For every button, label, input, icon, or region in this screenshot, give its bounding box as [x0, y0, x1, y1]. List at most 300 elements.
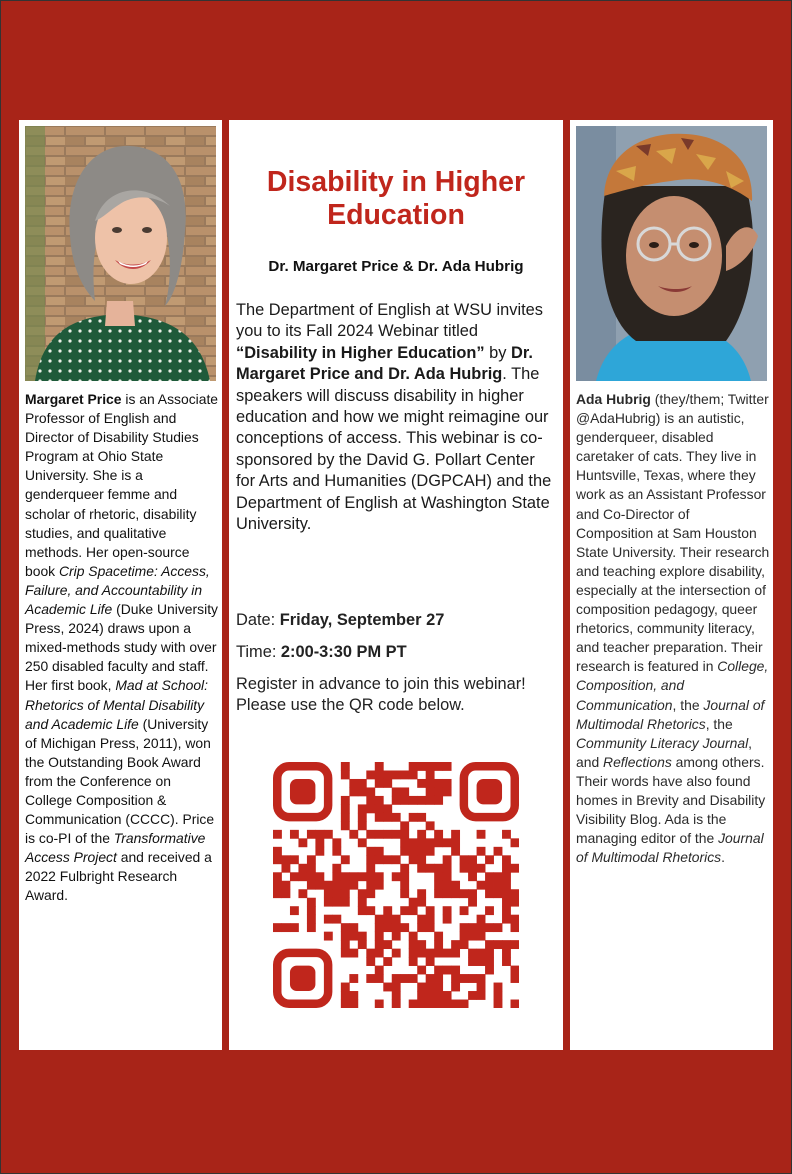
qr-module: [426, 787, 435, 796]
qr-module: [392, 974, 401, 983]
qr-module: [332, 864, 341, 873]
qr-module: [485, 872, 494, 881]
right-speaker-panel: [570, 120, 773, 1050]
qr-module: [477, 949, 486, 958]
qr-module: [290, 923, 299, 932]
qr-module: [392, 1000, 401, 1008]
qr-module: [502, 915, 511, 924]
qr-module: [375, 847, 384, 856]
qr-module: [392, 949, 401, 958]
qr-module: [434, 838, 443, 847]
qr-module: [281, 864, 290, 873]
qr-module: [383, 940, 392, 949]
qr-module: [443, 949, 452, 958]
qr-module: [426, 796, 435, 805]
qr-module: [375, 813, 384, 822]
qr-module: [409, 855, 418, 864]
qr-module: [349, 932, 358, 941]
qr-module: [451, 940, 460, 949]
qr-module: [341, 855, 350, 864]
qr-module: [434, 889, 443, 898]
qr-module: [417, 940, 426, 949]
qr-module: [324, 889, 333, 898]
qr-module: [358, 787, 367, 796]
qr-module: [341, 932, 350, 941]
qr-module: [434, 787, 443, 796]
qr-module: [451, 966, 460, 975]
qr-module: [460, 932, 469, 941]
qr-module: [332, 847, 341, 856]
qr-module: [400, 889, 409, 898]
qr-module: [494, 940, 503, 949]
qr-module: [426, 974, 435, 983]
qr-module: [383, 957, 392, 966]
qr-module: [417, 949, 426, 958]
qr-module: [366, 881, 375, 890]
qr-module: [477, 974, 486, 983]
qr-module: [273, 847, 282, 856]
qr-module: [502, 906, 511, 915]
qr-module: [332, 838, 341, 847]
qr-module: [392, 923, 401, 932]
qr-module: [511, 966, 519, 975]
qr-module: [383, 915, 392, 924]
qr-module: [443, 872, 452, 881]
qr-module: [383, 770, 392, 779]
qr-module: [434, 966, 443, 975]
qr-module: [443, 881, 452, 890]
qr-module: [485, 889, 494, 898]
qr-module: [281, 923, 290, 932]
qr-module: [477, 830, 486, 839]
qr-module: [409, 974, 418, 983]
qr-module: [400, 974, 409, 983]
qr-module: [451, 1000, 460, 1008]
qr-module: [298, 838, 307, 847]
qr-module: [307, 830, 316, 839]
qr-module: [511, 974, 519, 983]
qr-module: [502, 872, 511, 881]
qr-finder-inner: [477, 779, 502, 804]
qr-module: [341, 804, 350, 813]
qr-module: [375, 881, 384, 890]
qr-module: [460, 906, 469, 915]
qr-module: [417, 838, 426, 847]
qr-module: [324, 898, 333, 907]
qr-module: [417, 923, 426, 932]
qr-module: [375, 915, 384, 924]
qr-module: [375, 1000, 384, 1008]
qr-module: [409, 898, 418, 907]
qr-module: [434, 974, 443, 983]
qr-module: [468, 889, 477, 898]
qr-module: [409, 813, 418, 822]
qr-module: [366, 872, 375, 881]
qr-module: [366, 847, 375, 856]
qr-module: [443, 838, 452, 847]
qr-module: [460, 940, 469, 949]
qr-module: [417, 762, 426, 771]
qr-module: [502, 898, 511, 907]
qr-module: [332, 889, 341, 898]
qr-module: [383, 906, 392, 915]
qr-module: [349, 830, 358, 839]
qr-module: [460, 923, 469, 932]
qr-module: [460, 889, 469, 898]
qr-module: [434, 881, 443, 890]
margaret-price-photo: [25, 126, 216, 381]
event-speakers: Dr. Margaret Price & Dr. Ada Hubrig: [268, 258, 524, 275]
qr-module: [417, 966, 426, 975]
qr-module: [341, 881, 350, 890]
qr-module: [409, 949, 418, 958]
qr-module: [451, 949, 460, 958]
qr-module: [468, 991, 477, 1000]
qr-module: [358, 898, 367, 907]
qr-module: [494, 881, 503, 890]
qr-module: [434, 762, 443, 771]
qr-module: [451, 881, 460, 890]
qr-module: [511, 889, 519, 898]
qr-module: [366, 804, 375, 813]
qr-module: [341, 949, 350, 958]
qr-module: [273, 881, 282, 890]
registration-qr-code[interactable]: [273, 762, 519, 1008]
qr-code-graphic[interactable]: [273, 762, 519, 1008]
qr-module: [392, 915, 401, 924]
qr-module: [451, 830, 460, 839]
qr-module: [443, 991, 452, 1000]
qr-module: [315, 881, 324, 890]
qr-module: [375, 804, 384, 813]
qr-module: [485, 957, 494, 966]
qr-module: [502, 949, 511, 958]
qr-module: [383, 923, 392, 932]
qr-module: [426, 906, 435, 915]
ada-hubrig-bio: Ada Hubrig (they/them; Twitter @AdaHubrig) is an autistic, genderqueer, disabled caretaker of cats. They live in Huntsville, Texas, where they work as an Assistant Professor and Co-Director of Composition at Sam Houston State University. Their research and teaching explore disability, especially at the intersection of composition pedagogy, queer rhetorics, community literacy, and teacher preparation. Their research is featured in College, Composition, and Communication, the Journal of Multimodal Rhetorics, the Community Literacy Journal, and Reflections among others. Their words have also found homes in Brevity and Disability Visibility Blog. Ada is the managing editor of the Journal of Multimodal Rhetorics.: [576, 391, 770, 866]
qr-module: [511, 940, 519, 949]
qr-module: [477, 881, 486, 890]
qr-module: [315, 830, 324, 839]
ada-hubrig-photo: [576, 126, 767, 381]
qr-module: [307, 915, 316, 924]
qr-module: [485, 855, 494, 864]
qr-module: [273, 923, 282, 932]
qr-module: [417, 898, 426, 907]
qr-module: [468, 932, 477, 941]
qr-module: [332, 915, 341, 924]
qr-module: [375, 872, 384, 881]
qr-module: [400, 923, 409, 932]
qr-module: [434, 779, 443, 788]
qr-module: [426, 983, 435, 992]
qr-module: [290, 830, 299, 839]
qr-module: [332, 881, 341, 890]
qr-module: [332, 898, 341, 907]
event-description: The Department of English at WSU invites you to its Fall 2024 Webinar titled “Disability in Higher Education” by Dr. Margaret Price and Dr. Ada Hubrig. The speakers will discuss disability in higher education and how we might reimagine our conceptions of access. This webinar is co-sponsored by the David G. Pollart Center for Arts and Humanities (DGPCAH) and the Department of English at Washington State University.: [236, 301, 552, 534]
qr-module: [366, 974, 375, 983]
qr-module: [409, 838, 418, 847]
qr-module: [324, 830, 333, 839]
qr-module: [375, 940, 384, 949]
qr-module: [451, 974, 460, 983]
qr-module: [315, 872, 324, 881]
qr-module: [477, 991, 486, 1000]
qr-module: [307, 923, 316, 932]
qr-module: [281, 889, 290, 898]
qr-module: [409, 932, 418, 941]
qr-module: [502, 957, 511, 966]
qr-module: [426, 770, 435, 779]
qr-module: [358, 838, 367, 847]
qr-module: [451, 889, 460, 898]
portrait-ada-hubrig: [576, 126, 767, 381]
qr-module: [307, 855, 316, 864]
qr-module: [366, 864, 375, 873]
qr-module: [477, 847, 486, 856]
qr-module: [392, 855, 401, 864]
qr-module: [383, 830, 392, 839]
qr-module: [375, 770, 384, 779]
qr-module: [426, 847, 435, 856]
qr-module: [281, 881, 290, 890]
qr-module: [468, 864, 477, 873]
qr-module: [502, 864, 511, 873]
qr-module: [400, 847, 409, 856]
qr-module: [324, 932, 333, 941]
qr-module: [375, 830, 384, 839]
qr-module: [451, 983, 460, 992]
event-info-panel: [229, 120, 563, 1050]
qr-module: [375, 796, 384, 805]
qr-module: [307, 881, 316, 890]
qr-module: [341, 813, 350, 822]
qr-module: [409, 940, 418, 949]
qr-module: [417, 915, 426, 924]
qr-module: [426, 838, 435, 847]
qr-module: [349, 991, 358, 1000]
qr-module: [290, 855, 299, 864]
qr-module: [341, 991, 350, 1000]
qr-module: [341, 898, 350, 907]
event-time: Time: 2:00-3:30 PM PT: [236, 643, 407, 661]
qr-module: [273, 889, 282, 898]
qr-module: [417, 1000, 426, 1008]
qr-module: [468, 923, 477, 932]
qr-module: [468, 872, 477, 881]
qr-module: [460, 855, 469, 864]
qr-module: [307, 864, 316, 873]
qr-module: [426, 991, 435, 1000]
qr-module: [349, 787, 358, 796]
qr-module: [434, 983, 443, 992]
qr-module: [409, 1000, 418, 1008]
qr-module: [366, 906, 375, 915]
qr-module: [511, 864, 519, 873]
margaret-price-name: Margaret Price: [25, 391, 122, 407]
qr-module: [324, 915, 333, 924]
qr-module: [375, 949, 384, 958]
qr-module: [417, 779, 426, 788]
qr-module: [511, 898, 519, 907]
qr-module: [375, 855, 384, 864]
qr-module: [434, 830, 443, 839]
qr-module: [400, 830, 409, 839]
qr-module: [341, 940, 350, 949]
qr-module: [392, 770, 401, 779]
qr-module: [358, 889, 367, 898]
qr-module: [502, 855, 511, 864]
qr-module: [358, 932, 367, 941]
qr-module: [349, 974, 358, 983]
qr-module: [392, 796, 401, 805]
qr-module: [341, 983, 350, 992]
qr-module: [298, 889, 307, 898]
margaret-price-bio: Margaret Price is an Associate Professor of English and Director of Disability Studies Program at Ohio State University. She is a genderqueer femme and scholar of rhetoric, disability studies, and qualitative methods. Her open-source book Crip Spacetime: Access, Failure, and Accountability in Academic Life (Duke University Press, 2024) draws upon a mixed-methods study with over 250 disabled faculty and staff. Her first book, Mad at School: Rhetorics of Mental Disability and Academic Life (University of Michigan Press, 2011), won the Outstanding Book Award from the Conference on College Composition & Communication (CCCC). Price is co-PI of the Transformative Access Project and received a 2022 Fulbright Research Award.: [25, 391, 219, 904]
qr-module: [392, 983, 401, 992]
qr-module: [468, 957, 477, 966]
qr-module: [366, 770, 375, 779]
qr-module: [375, 779, 384, 788]
qr-module: [341, 1000, 350, 1008]
qr-module: [392, 872, 401, 881]
qr-module: [358, 821, 367, 830]
qr-module: [417, 813, 426, 822]
qr-module: [494, 847, 503, 856]
qr-module: [341, 872, 350, 881]
qr-module: [358, 779, 367, 788]
qr-module: [443, 855, 452, 864]
left-speaker-panel: [19, 120, 222, 1050]
qr-module: [358, 804, 367, 813]
qr-module: [409, 762, 418, 771]
qr-module: [443, 762, 452, 771]
qr-module: [298, 864, 307, 873]
qr-module: [468, 898, 477, 907]
qr-module: [349, 881, 358, 890]
qr-module: [426, 949, 435, 958]
qr-module: [400, 906, 409, 915]
event-title: Disability in Higher Education: [266, 166, 526, 231]
qr-module: [426, 779, 435, 788]
qr-module: [434, 872, 443, 881]
qr-module: [409, 906, 418, 915]
qr-module: [417, 796, 426, 805]
qr-module: [341, 762, 350, 771]
qr-module: [502, 881, 511, 890]
qr-module: [426, 762, 435, 771]
qr-module: [366, 796, 375, 805]
qr-module: [366, 957, 375, 966]
qr-module: [366, 855, 375, 864]
qr-module: [375, 966, 384, 975]
qr-module: [485, 923, 494, 932]
qr-module: [366, 787, 375, 796]
register-instructions: Register in advance to join this webinar! Please use the QR code below.: [236, 675, 526, 715]
qr-module: [341, 923, 350, 932]
qr-module: [434, 932, 443, 941]
qr-module: [417, 983, 426, 992]
qr-module: [400, 821, 409, 830]
qr-module: [400, 881, 409, 890]
qr-module: [494, 983, 503, 992]
qr-module: [409, 847, 418, 856]
qr-module: [511, 1000, 519, 1008]
qr-module: [434, 991, 443, 1000]
qr-module: [426, 915, 435, 924]
qr-module: [366, 949, 375, 958]
qr-module: [375, 762, 384, 771]
qr-module: [417, 855, 426, 864]
qr-module: [485, 949, 494, 958]
qr-module: [383, 804, 392, 813]
qr-module: [451, 838, 460, 847]
qr-module: [417, 889, 426, 898]
qr-module: [358, 872, 367, 881]
qr-module: [477, 915, 486, 924]
qr-module: [400, 796, 409, 805]
qr-module: [426, 923, 435, 932]
qr-module: [417, 991, 426, 1000]
qr-module: [375, 923, 384, 932]
qr-module: [366, 889, 375, 898]
event-date: Date: Friday, September 27: [236, 611, 445, 629]
qr-module: [307, 906, 316, 915]
qr-module: [426, 957, 435, 966]
qr-module: [434, 940, 443, 949]
qr-module: [400, 838, 409, 847]
qr-module: [392, 991, 401, 1000]
qr-module: [460, 864, 469, 873]
qr-module: [494, 991, 503, 1000]
qr-module: [324, 881, 333, 890]
qr-module: [443, 889, 452, 898]
qr-module: [358, 813, 367, 822]
qr-module: [451, 847, 460, 856]
ada-hubrig-name: Ada Hubrig: [576, 391, 651, 407]
qr-module: [409, 770, 418, 779]
qr-module: [460, 1000, 469, 1008]
qr-module: [400, 770, 409, 779]
qr-module: [417, 864, 426, 873]
qr-module: [494, 1000, 503, 1008]
qr-module: [460, 974, 469, 983]
qr-module: [502, 940, 511, 949]
qr-module: [502, 889, 511, 898]
qr-module: [349, 872, 358, 881]
qr-module: [332, 872, 341, 881]
qr-module: [443, 1000, 452, 1008]
qr-module: [383, 779, 392, 788]
qr-module: [426, 821, 435, 830]
qr-module: [477, 864, 486, 873]
qr-module: [511, 923, 519, 932]
qr-module: [349, 779, 358, 788]
qr-module: [400, 864, 409, 873]
qr-module: [307, 872, 316, 881]
qr-module: [494, 872, 503, 881]
qr-module: [358, 906, 367, 915]
qr-module: [273, 872, 282, 881]
qr-module: [273, 830, 282, 839]
qr-module: [383, 983, 392, 992]
qr-module: [315, 847, 324, 856]
qr-module: [349, 1000, 358, 1008]
qr-finder-inner: [290, 779, 315, 804]
qr-module: [417, 847, 426, 856]
qr-module: [273, 855, 282, 864]
qr-module: [494, 889, 503, 898]
